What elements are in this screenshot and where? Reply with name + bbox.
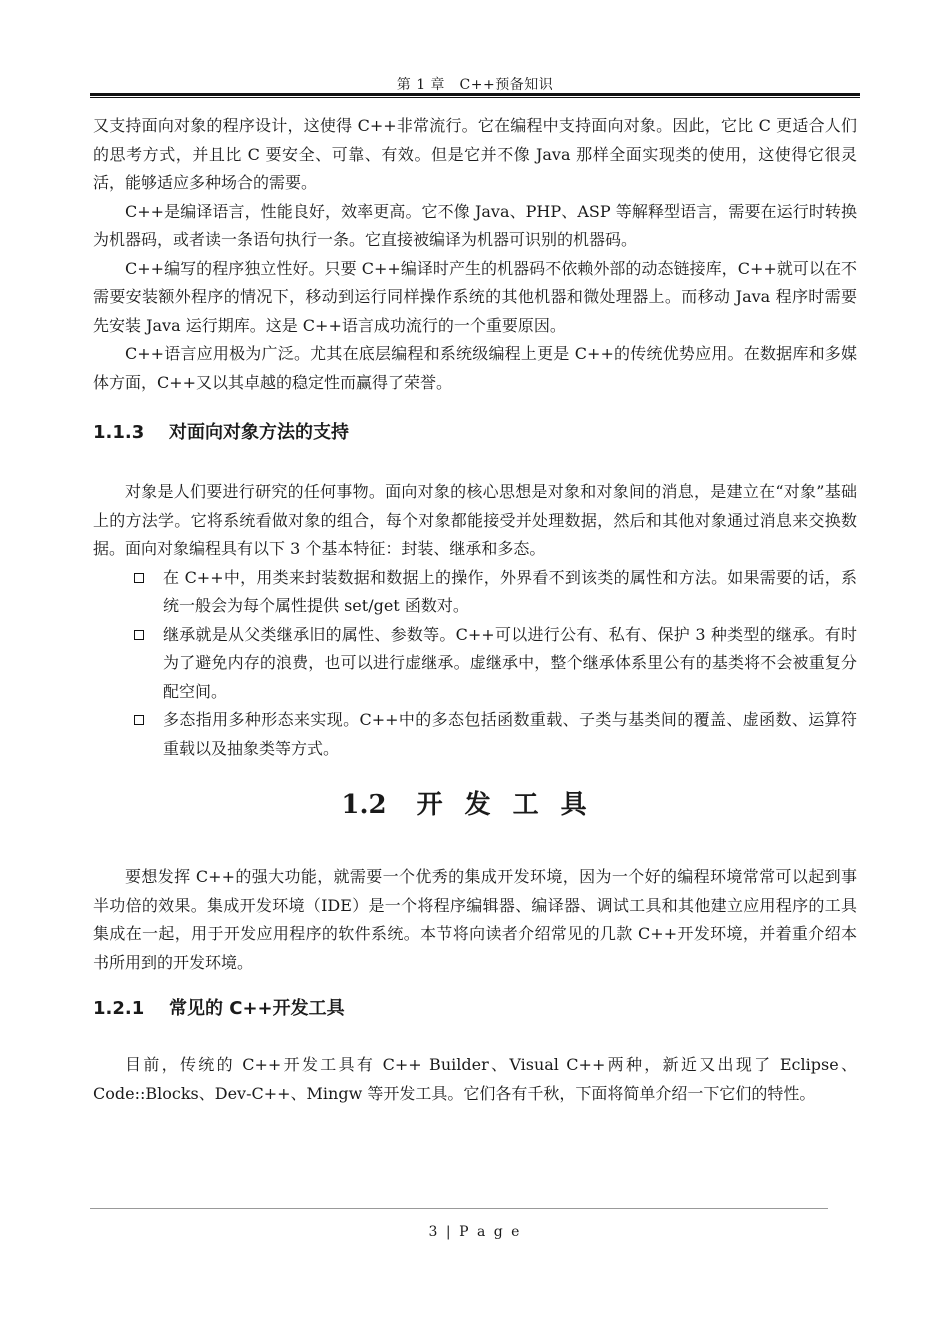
section-heading-1-2 — [93, 785, 857, 825]
list-item-text: 多态指用多种形态来实现。C++中的多态包括函数重载、子类与基类间的覆盖、虚函数、运算符重载以及抽象类等方式。 — [163, 710, 857, 758]
checkbox-bullet-icon — [134, 573, 144, 583]
checkbox-bullet-icon — [134, 715, 144, 725]
paragraph-ide-intro: 要想发挥 C++的强大功能，就需要一个优秀的集成开发环境，因为一个好的编程环境常常可以起到事半功倍的效果。集成开发环境（IDE）是一个将程序编辑器、编译器、调试工具和其他建立应用程序的工具集成在一起，用于开发应用程序的软件系统。本节将向读者介绍常见的几款 C++开发环境，并着重介绍本书所用到的开发环境。 — [93, 867, 857, 972]
paragraph-continued: 又支持面向对象的程序设计，这使得 C++非常流行。它在编程中支持面向对象。因此，它比 C 更适合人们的思考方式，并且比 C 要安全、可靠、有效。但是它并不像 Java 那样全面实现类的使用，这使得它很灵活，能够适应多种场合的需要。 — [93, 116, 857, 192]
page-number: 3 | P a g e — [428, 1224, 522, 1240]
list-item-text: 继承就是从父类继承旧的属性、参数等。C++可以进行公有、私有、保护 3 种类型的继承。有时为了避免内存的浪费，也可以进行虚继承。虚继承中，整个继承体系里公有的基类将不会被重复分配空间。 — [163, 624, 857, 701]
section-title: 对面向对象方法的支持 — [169, 422, 349, 443]
footer-rule — [90, 1208, 828, 1209]
page-content — [93, 112, 857, 1108]
running-header: 第 1 章 C++预备知识 — [396, 77, 554, 93]
list-item-text: 在 C++中，用类来封装数据和数据上的操作，外界看不到该类的属性和方法。如果需要的话，系统一般会为每个属性提供 set/get 函数对。 — [163, 567, 857, 615]
header-rule — [90, 93, 860, 98]
list-item-encapsulation — [93, 564, 857, 621]
paragraph-compiled-language: C++是编译语言，性能良好，效率更高。它不像 Java、PHP、ASP 等解释型语言，需要在运行时转换为机器码，或者读一条语句执行一条。它直接被编译为机器可识别的机器码。 — [93, 201, 857, 249]
list-item-polymorphism — [93, 706, 857, 763]
list-item-inheritance — [93, 621, 857, 707]
section-number: 1.1.3 — [93, 422, 145, 443]
paragraph-applications: C++语言应用极为广泛。尤其在底层编程和系统级编程上更是 C++的传统优势应用。在数据库和多媒体方面，C++又以其卓越的稳定性而赢得了荣誉。 — [93, 344, 857, 392]
section-heading-1-2-1 — [93, 997, 857, 1021]
section-number: 1.2 — [341, 790, 387, 820]
section-number: 1.2.1 — [93, 998, 145, 1019]
checkbox-bullet-icon — [134, 630, 144, 640]
paragraph-independence: C++编写的程序独立性好。只要 C++编译时产生的机器码不依赖外部的动态链接库，C++就可以在不需要安装额外程序的情况下，移动到运行同样操作系统的其他机器和微处理器上。而移动 Java 程序时需要先安装 Java 运行期库。这是 C++语言成功流行的一个重要原因。 — [93, 258, 857, 335]
section-heading-1-1-3 — [93, 421, 857, 445]
section-title: 常见的 C++开发工具 — [169, 998, 345, 1019]
section-title: 开发工具 — [416, 790, 609, 820]
paragraph-oop-intro: 对象是人们要进行研究的任何事物。面向对象的核心思想是对象和对象间的消息，是建立在“对象”基础上的方法学。它将系统看做对象的组合，每个对象都能接受并处理数据，然后和其他对象通过消息来交换数据。面向对象编程具有以下 3 个基本特征：封装、继承和多态。 — [93, 482, 857, 558]
feature-list — [93, 564, 857, 764]
paragraph-tools-intro: 目前，传统的 C++开发工具有 C++ Builder、Visual C++两种，新近又出现了 Eclipse、Code::Blocks、Dev-C++、Mingw 等开发工具。它们各有千秋，下面将简单介绍一下它们的特性。 — [93, 1055, 857, 1103]
